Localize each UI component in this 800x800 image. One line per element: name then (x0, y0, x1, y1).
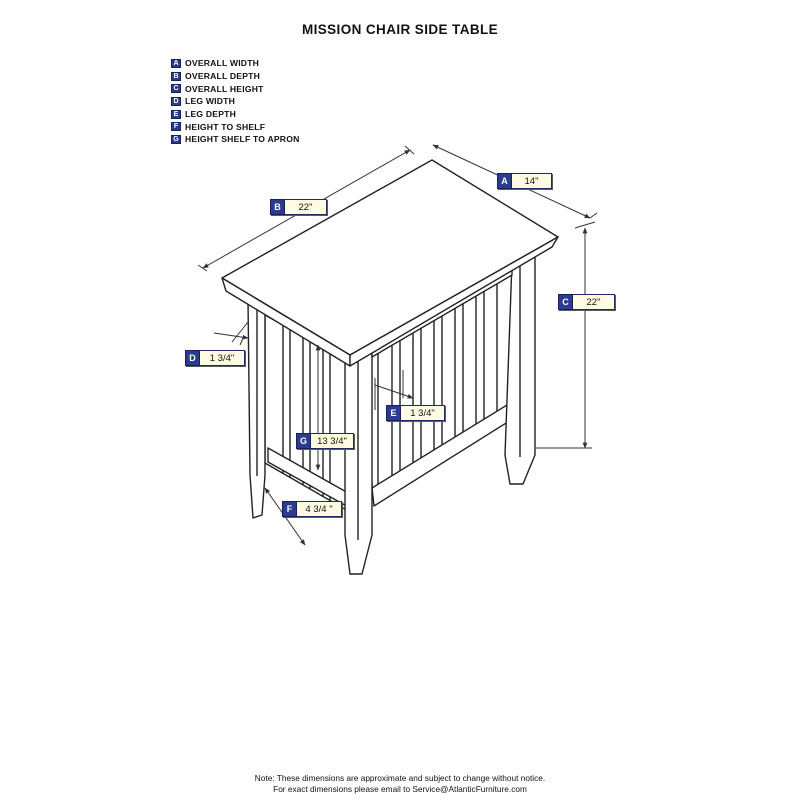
tag-value: 13 3/4" (311, 433, 354, 449)
legend-badge: G (171, 135, 181, 144)
tag-value: 4 3/4 " (297, 501, 342, 517)
tag-letter: B (270, 199, 285, 215)
legend-badge: D (171, 97, 181, 106)
legend-label: LEG WIDTH (185, 96, 236, 107)
tag-letter: D (185, 350, 200, 366)
tag-letter: E (386, 405, 401, 421)
legend-label: HEIGHT TO SHELF (185, 121, 266, 132)
disclaimer-note (0, 773, 800, 795)
tag-value: 22" (285, 199, 327, 215)
tag-letter: A (497, 173, 512, 189)
page-title: MISSION CHAIR SIDE TABLE (301, 22, 499, 37)
dimension-tag-g (296, 433, 354, 449)
tag-value: 22" (573, 294, 615, 310)
dimension-tag-f (282, 501, 342, 517)
note-line: Note: These dimensions are approximate and subject to change without notice. (254, 773, 546, 783)
tag-letter: F (282, 501, 297, 517)
legend-badge: A (171, 59, 181, 68)
legend-label: OVERALL HEIGHT (185, 83, 264, 94)
tag-letter: C (558, 294, 573, 310)
legend-label: LEG DEPTH (185, 109, 236, 120)
legend-label: HEIGHT SHELF TO APRON (185, 134, 300, 145)
dimension-tag-c (558, 294, 615, 310)
legend-badge: B (171, 72, 181, 81)
legend-badge: F (171, 122, 181, 131)
tag-value: 1 3/4" (401, 405, 445, 421)
dimension-tag-a (497, 173, 552, 189)
dimension-tag-e (386, 405, 445, 421)
note-line: For exact dimensions please email to Service@AtlanticFurniture.com (273, 784, 527, 794)
tag-value: 1 3/4" (200, 350, 245, 366)
legend-label: OVERALL WIDTH (185, 58, 260, 69)
legend-badge: C (171, 84, 181, 93)
front-middle-leg (345, 343, 372, 574)
legend-label: OVERALL DEPTH (185, 71, 261, 82)
dimension-tag-d (185, 350, 245, 366)
dimension-tag-b (270, 199, 327, 215)
tag-value: 14" (512, 173, 552, 189)
tag-letter: G (296, 433, 311, 449)
legend-badge: E (171, 110, 181, 119)
front-left-leg (248, 300, 265, 518)
